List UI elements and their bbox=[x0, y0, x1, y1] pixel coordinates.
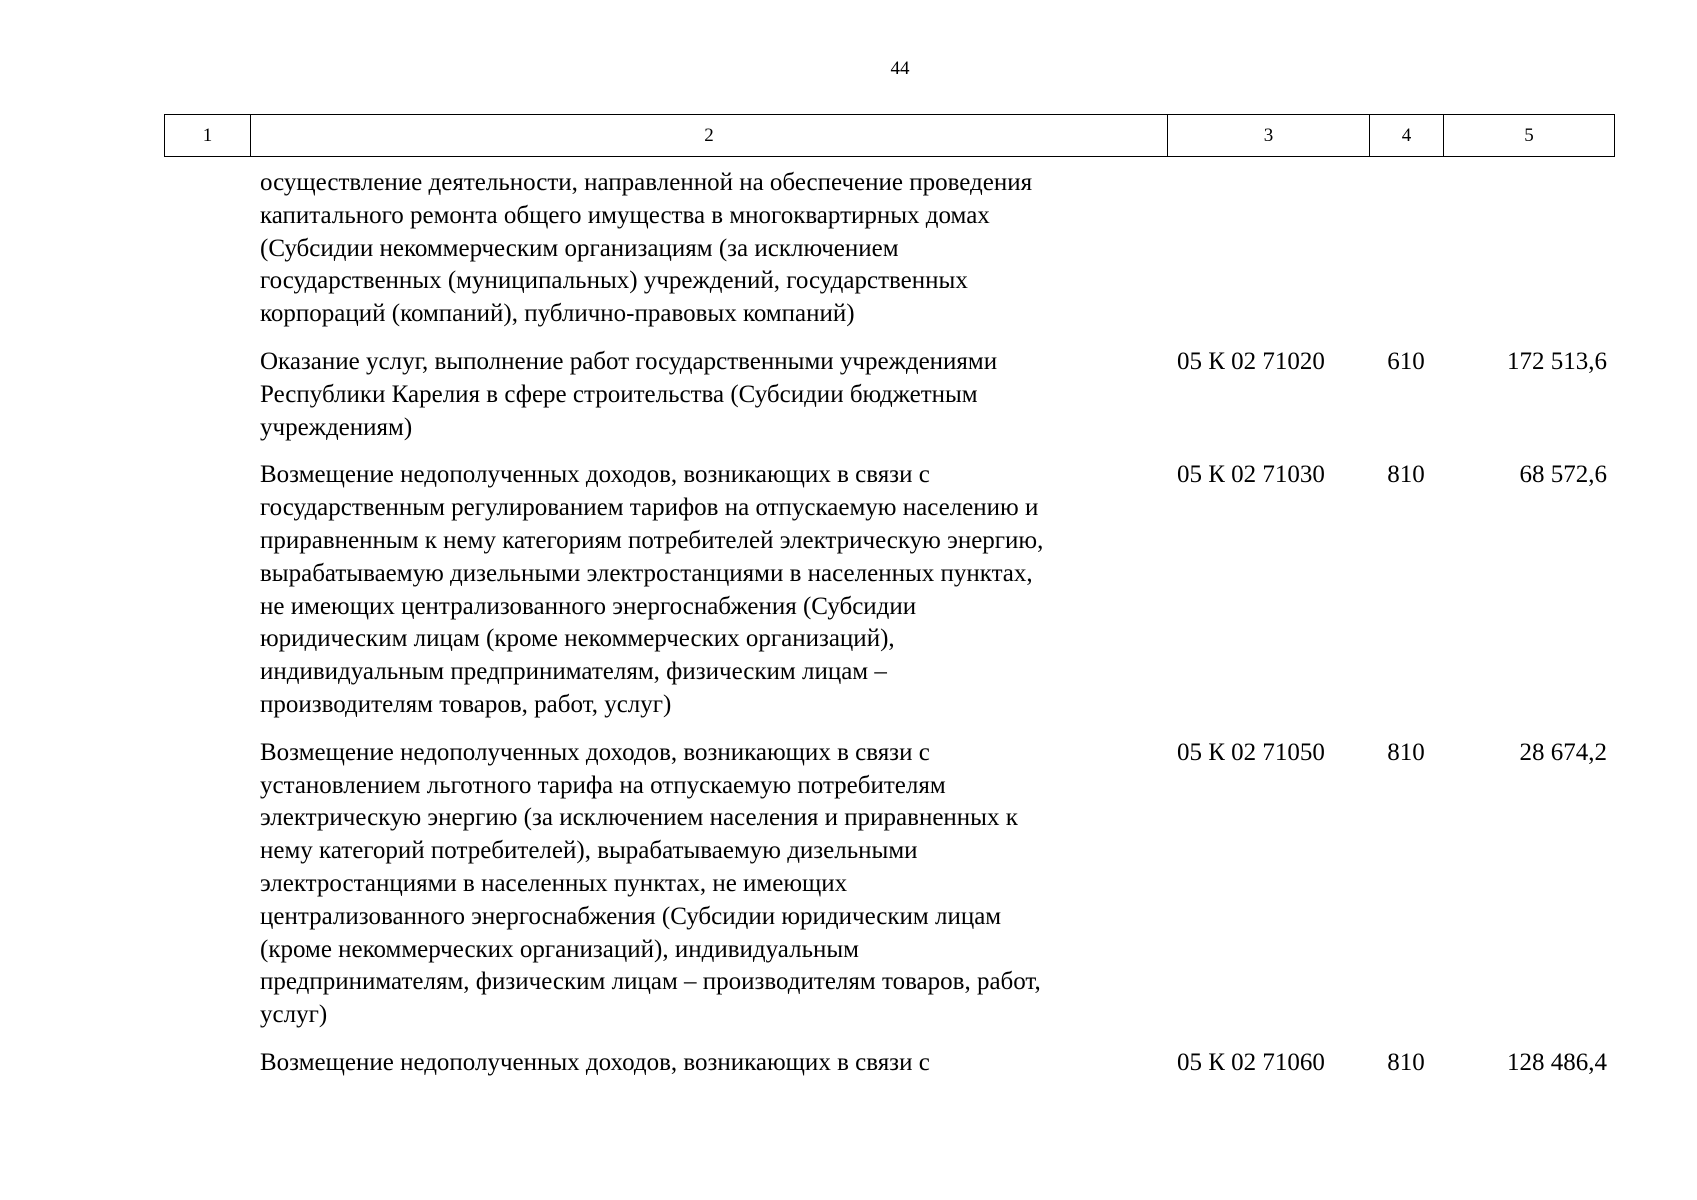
row-target-code: 05 К 02 71060 bbox=[1177, 1048, 1325, 1076]
description-line: индивидуальным предпринимателям, физическим лицам – bbox=[260, 658, 887, 686]
row-expense-type: 610 bbox=[1387, 347, 1425, 375]
table-body bbox=[164, 167, 1615, 1095]
description-line: учреждениям) bbox=[260, 413, 413, 441]
table-header bbox=[164, 114, 1615, 157]
description-line: производителям товаров, работ, услуг) bbox=[260, 690, 672, 718]
row-target-code: 05 К 02 71030 bbox=[1177, 461, 1325, 489]
header-col-2: 2 bbox=[251, 115, 1168, 156]
description-line: централизованного энергоснабжения (Субсидии юридическим лицам bbox=[260, 902, 1002, 930]
description-line: установлением льготного тарифа на отпускаемую потребителям bbox=[260, 771, 946, 799]
description-line: корпораций (компаний), публично-правовых компаний) bbox=[260, 300, 855, 328]
table-row bbox=[164, 1047, 1615, 1080]
header-col-4: 4 bbox=[1370, 115, 1444, 156]
description-line: приравненным к нему категориям потребителей электрическую энергию, bbox=[260, 526, 1044, 554]
description-line: не имеющих централизованного энергоснабжения (Субсидии bbox=[260, 592, 917, 620]
description-line: государственным регулированием тарифов на отпускаемую населению и bbox=[260, 494, 1039, 522]
description-line: нему категорий потребителей), вырабатываемую дизельными bbox=[260, 837, 918, 865]
description-line: юридическим лицам (кроме некоммерческих организаций), bbox=[260, 625, 895, 653]
description-line: услуг) bbox=[260, 1001, 328, 1029]
table-row bbox=[164, 459, 1615, 721]
row-target-code: 05 К 02 71050 bbox=[1177, 738, 1325, 766]
description-line: электрическую энергию (за исключением населения и приравненных к bbox=[260, 804, 1018, 832]
description-line: осуществление деятельности, направленной на обеспечение проведения bbox=[260, 169, 1033, 196]
description-line: капитального ремонта общего имущества в многоквартирных домах bbox=[260, 201, 990, 229]
row-amount bbox=[1443, 167, 1615, 331]
header-col-5: 5 bbox=[1524, 124, 1534, 146]
description-line: Возмещение недополученных доходов, возникающих в связи с bbox=[260, 738, 930, 766]
description-line: Республики Карелия в сфере строительства (Субсидии бюджетным bbox=[260, 380, 978, 408]
row-target-code: 05 К 02 71020 bbox=[1177, 347, 1325, 375]
row-expense-type: 810 bbox=[1387, 738, 1425, 766]
description-line: (Субсидии некоммерческим организациям (за исключением bbox=[260, 234, 899, 262]
row-description bbox=[164, 737, 1167, 1032]
row-description bbox=[164, 1047, 1167, 1080]
row-expense-type: 810 bbox=[1387, 1048, 1425, 1076]
row-target-code bbox=[1167, 167, 1369, 331]
row-description bbox=[164, 346, 1167, 444]
description-line: вырабатываемую дизельными электростанциями в населенных пунктах, bbox=[260, 559, 1033, 587]
header-col-1: 1 bbox=[165, 115, 251, 156]
description-line: Возмещение недополученных доходов, возникающих в связи с bbox=[260, 461, 930, 489]
page-number: 44 bbox=[890, 58, 910, 79]
table-row bbox=[164, 167, 1615, 331]
row-expense-type: 810 bbox=[1387, 461, 1425, 489]
row-amount: 28 674,2 bbox=[1519, 738, 1607, 766]
description-line: (кроме некоммерческих организаций), индивидуальным bbox=[260, 935, 859, 963]
description-line: электростанциями в населенных пунктах, не имеющих bbox=[260, 869, 848, 897]
row-amount: 68 572,6 bbox=[1519, 461, 1607, 489]
row-expense-type bbox=[1369, 167, 1443, 331]
table-row bbox=[164, 346, 1615, 444]
row-amount: 128 486,4 bbox=[1507, 1048, 1607, 1076]
row-description bbox=[164, 459, 1167, 721]
row-description bbox=[164, 167, 1167, 331]
description-line: Оказание услуг, выполнение работ государственными учреждениями bbox=[260, 347, 998, 375]
table-row bbox=[164, 737, 1615, 1032]
row-amount: 172 513,6 bbox=[1507, 347, 1607, 375]
description-line: государственных (муниципальных) учреждений, государственных bbox=[260, 267, 968, 295]
description-line: Возмещение недополученных доходов, возникающих в связи с bbox=[260, 1048, 930, 1076]
description-line: предпринимателям, физическим лицам – производителям товаров, работ, bbox=[260, 968, 1041, 996]
header-col-3: 3 bbox=[1168, 115, 1370, 156]
